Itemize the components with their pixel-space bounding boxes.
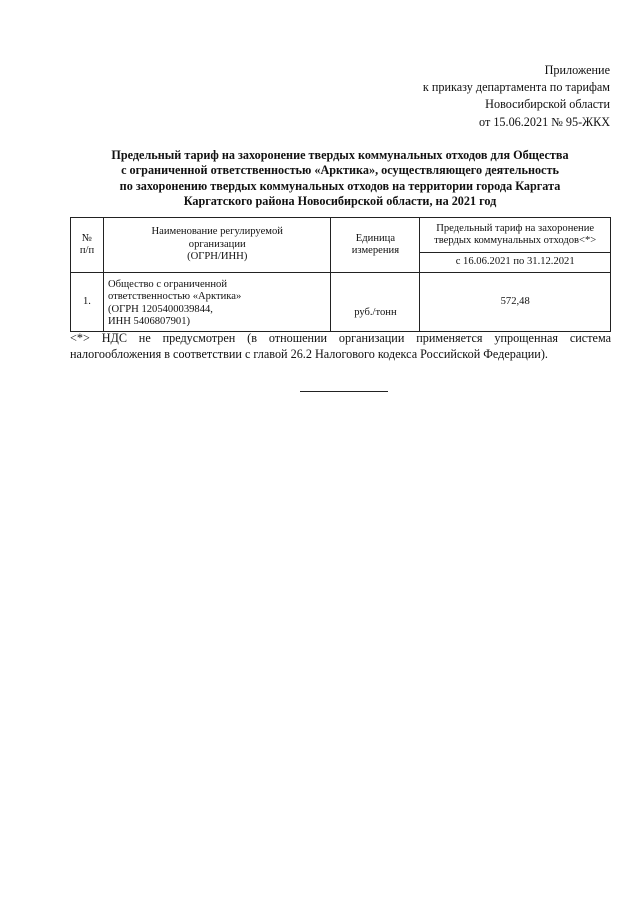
- title-line: Предельный тариф на захоронение твердых коммунальных отходов для Общества: [111, 148, 569, 162]
- title-line: по захоронению твердых коммунальных отходов на территории города Каргата: [119, 178, 561, 193]
- footnote-marker: <*>: [579, 235, 597, 246]
- appendix-block: [310, 62, 610, 131]
- cell-text: Общество с ограниченной: [107, 278, 227, 290]
- header-text: твердых коммунальных отходов: [434, 235, 580, 246]
- header-tariff: [420, 218, 611, 253]
- header-text: (ОГРН/ИНН): [187, 251, 248, 263]
- cell-text: ИНН 5406807901): [107, 315, 191, 327]
- header-text: организации: [188, 238, 246, 250]
- cell-text: (ОГРН 1205400039844,: [107, 303, 213, 315]
- appendix-line: Приложение: [544, 63, 610, 77]
- footnote-line: <*> НДС не предусмотрен (в отношении организации применяется упрощенная система: [70, 331, 611, 345]
- header-text: [424, 235, 606, 247]
- appendix-order-date: от 15.06.2021 № 95-ЖКХ: [479, 114, 610, 129]
- header-unit: [331, 218, 420, 273]
- row-tariff-value: 572,48: [420, 273, 611, 332]
- cell-text: ответственностью «Арктика»: [107, 291, 242, 303]
- table-header-row: [71, 218, 611, 253]
- row-unit: руб./тонн: [331, 273, 420, 332]
- row-organization: [103, 273, 331, 332]
- header-number-sign: №: [81, 232, 93, 244]
- header-period: с 16.06.2021 по 31.12.2021: [420, 253, 611, 273]
- header-text: измерения: [351, 245, 400, 256]
- table-row: [71, 273, 611, 332]
- title-line: с ограниченной ответственностью «Арктика», осуществляющего деятельность: [121, 163, 559, 178]
- document-title: [70, 148, 610, 210]
- appendix-line: Новосибирской области: [485, 97, 610, 112]
- title-line: Каргатского района Новосибирской области, на 2021 год: [183, 194, 497, 209]
- header-text: Предельный тариф на захоронение: [436, 222, 595, 234]
- separator-line: [300, 391, 388, 392]
- row-number: 1.: [71, 273, 104, 332]
- header-text: Наименование регулируемой: [151, 226, 283, 238]
- footnote: [70, 331, 611, 362]
- header-number: [71, 218, 104, 273]
- header-organization: [103, 218, 331, 273]
- footnote-line: налогообложения в соответствии с главой 26.2 Налогового кодекса Российской Федерации).: [70, 346, 548, 361]
- header-number-abbr: п/п: [79, 245, 95, 256]
- header-text: Единица: [355, 232, 396, 244]
- appendix-line: к приказу департамента по тарифам: [422, 80, 610, 95]
- tariff-table: [70, 217, 611, 332]
